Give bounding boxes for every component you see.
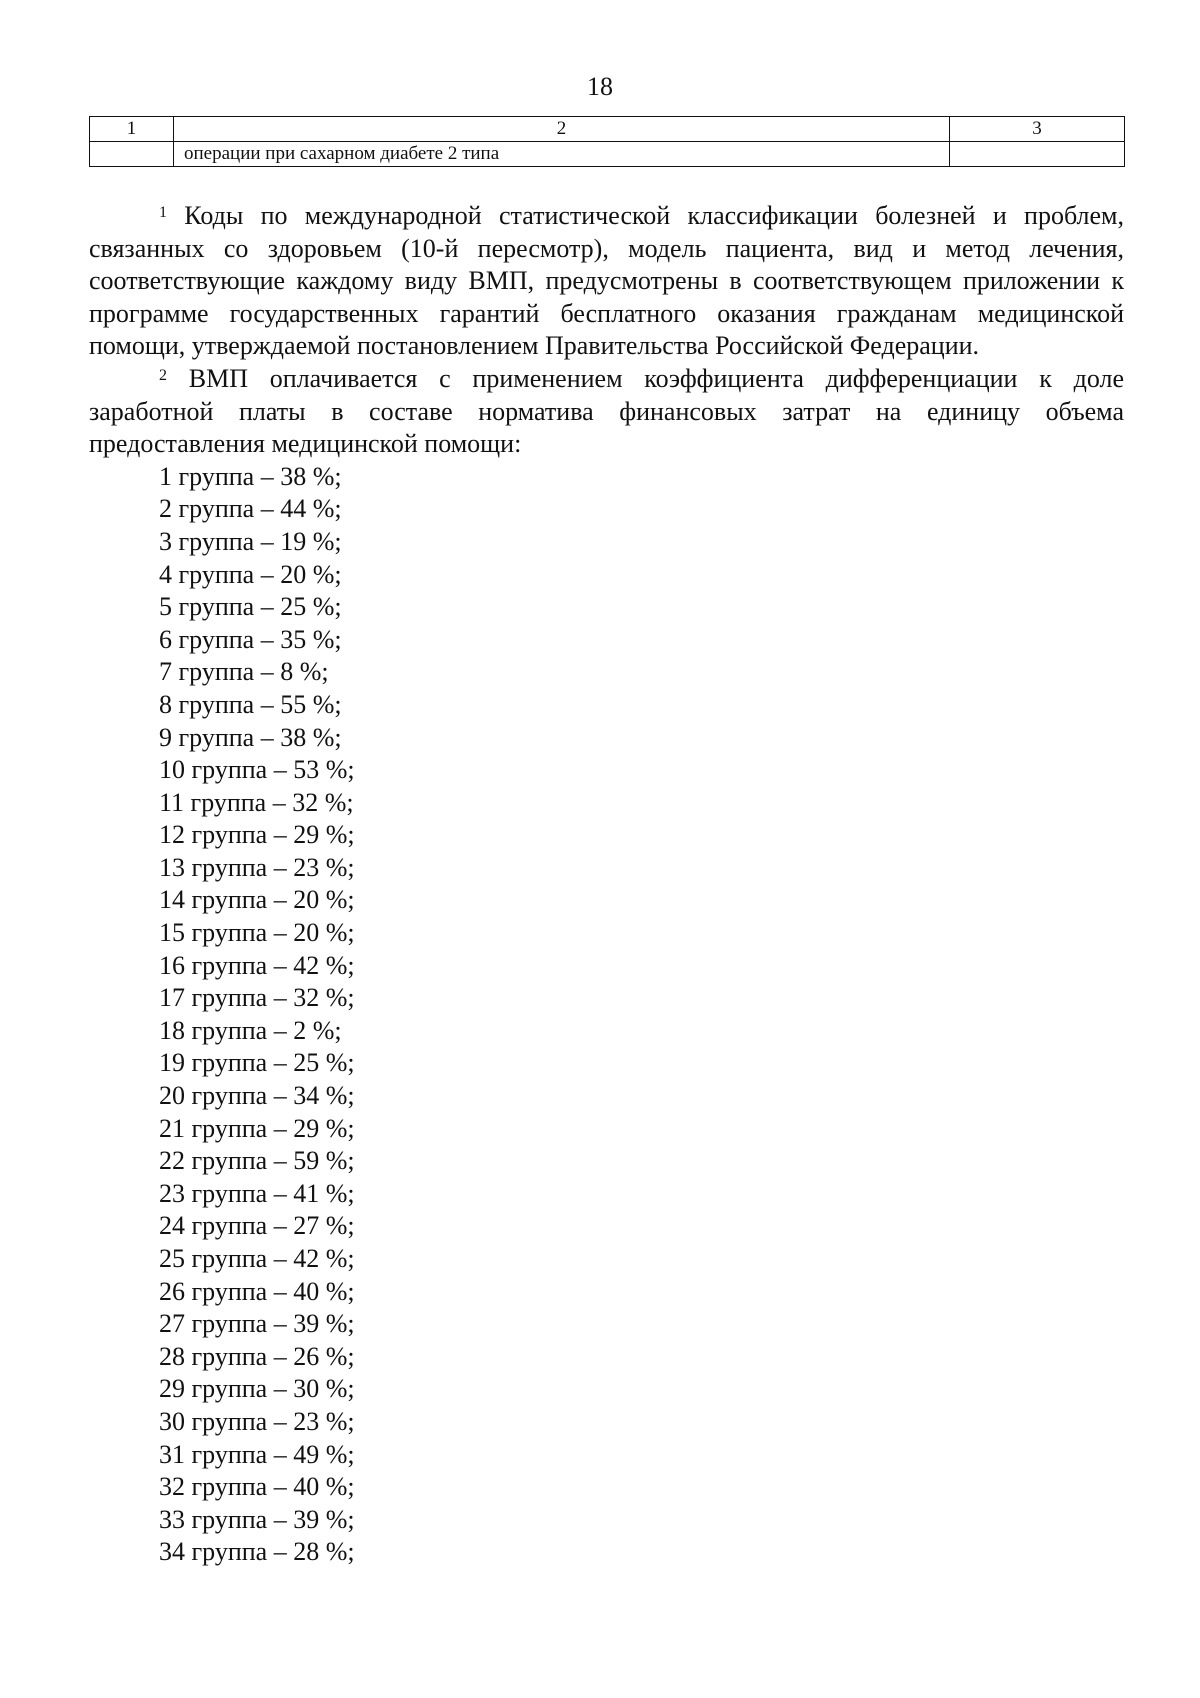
table-header-cell: 2 <box>174 117 950 142</box>
list-item: 6 группа – 35 %; <box>159 624 342 654</box>
list-item: 15 группа – 20 %; <box>159 918 355 948</box>
table-header-cell: 3 <box>950 117 1125 142</box>
list-item: 17 группа – 32 %; <box>159 983 355 1013</box>
footnote-1 <box>89 200 1124 363</box>
list-item: 5 группа – 25 %; <box>159 592 342 622</box>
table-cell: операции при сахарном диабете 2 типа <box>174 142 950 167</box>
list-item: 29 группа – 30 %; <box>159 1374 355 1404</box>
list-item: 23 группа – 41 %; <box>159 1178 355 1208</box>
footnote-mark: 1 <box>159 204 167 221</box>
list-item: 12 группа – 29 %; <box>159 820 355 850</box>
list-item: 22 группа – 59 %; <box>159 1146 355 1176</box>
list-item: 24 группа – 27 %; <box>159 1211 355 1241</box>
list-item: 19 группа – 25 %; <box>159 1048 355 1078</box>
list-item: 25 группа – 42 %; <box>159 1244 355 1273</box>
list-item: 13 группа – 23 %; <box>159 852 355 882</box>
list-item: 30 группа – 23 %; <box>159 1406 355 1436</box>
list-item: 34 группа – 28 %; <box>159 1537 355 1567</box>
footnote-2 <box>89 363 1124 461</box>
document-body <box>89 200 1124 1569</box>
list-item: 3 группа – 19 %; <box>159 526 342 556</box>
list-item: 20 группа – 34 %; <box>159 1081 355 1111</box>
list-item: 16 группа – 42 %; <box>159 950 355 980</box>
footnote-text: ВМП оплачивается с применением коэффициента дифференциации к доле заработной платы в составе норматива финансовых затрат на единицу объема предоставления медицинской помощи: <box>89 363 1125 459</box>
table-header-cell: 1 <box>90 117 174 142</box>
table-cell <box>90 142 174 167</box>
list-item: 4 группа – 20 %; <box>159 559 342 589</box>
table-cell <box>950 142 1125 167</box>
continuation-table <box>89 116 1125 167</box>
list-item: 33 группа – 39 %; <box>159 1504 355 1534</box>
list-item: 1 группа – 38 %; <box>159 461 342 491</box>
list-item: 10 группа – 53 %; <box>159 755 355 785</box>
page-number: 18 <box>587 72 613 101</box>
list-item: 11 группа – 32 %; <box>159 787 354 817</box>
footnote-mark: 2 <box>159 366 167 384</box>
list-item: 26 группа – 40 %; <box>159 1276 355 1306</box>
list-item: 31 группа – 49 %; <box>159 1439 355 1469</box>
list-item: 21 группа – 29 %; <box>159 1113 355 1143</box>
table-header-row <box>90 117 1125 142</box>
list-item: 7 группа – 8 %; <box>159 657 329 687</box>
list-item: 28 группа – 26 %; <box>159 1341 355 1371</box>
list-item: 27 группа – 39 %; <box>159 1309 355 1339</box>
footnote-text: Коды по международной статистической классификации болезней и проблем, связанных со здоровьем (10-й пересмотр), модель пациента, вид и метод лечения, соответствующие каждому виду ВМП, предусмотрены в соответствующем приложении к программе государственных гарантий бесплатного оказания гражданам медицинской помощи, утверждаемой постановлением Правительства Российской Федерации. <box>89 201 1124 361</box>
list-item: 14 группа – 20 %; <box>159 885 355 915</box>
list-item: 2 группа – 44 %; <box>159 494 342 524</box>
list-item: 8 группа – 55 %; <box>159 689 342 719</box>
list-item: 32 группа – 40 %; <box>159 1472 355 1502</box>
list-item: 9 группа – 38 %; <box>159 722 342 752</box>
table-row <box>90 142 1125 167</box>
group-coefficient-list <box>89 461 1124 1569</box>
list-item: 18 группа – 2 %; <box>159 1015 342 1045</box>
